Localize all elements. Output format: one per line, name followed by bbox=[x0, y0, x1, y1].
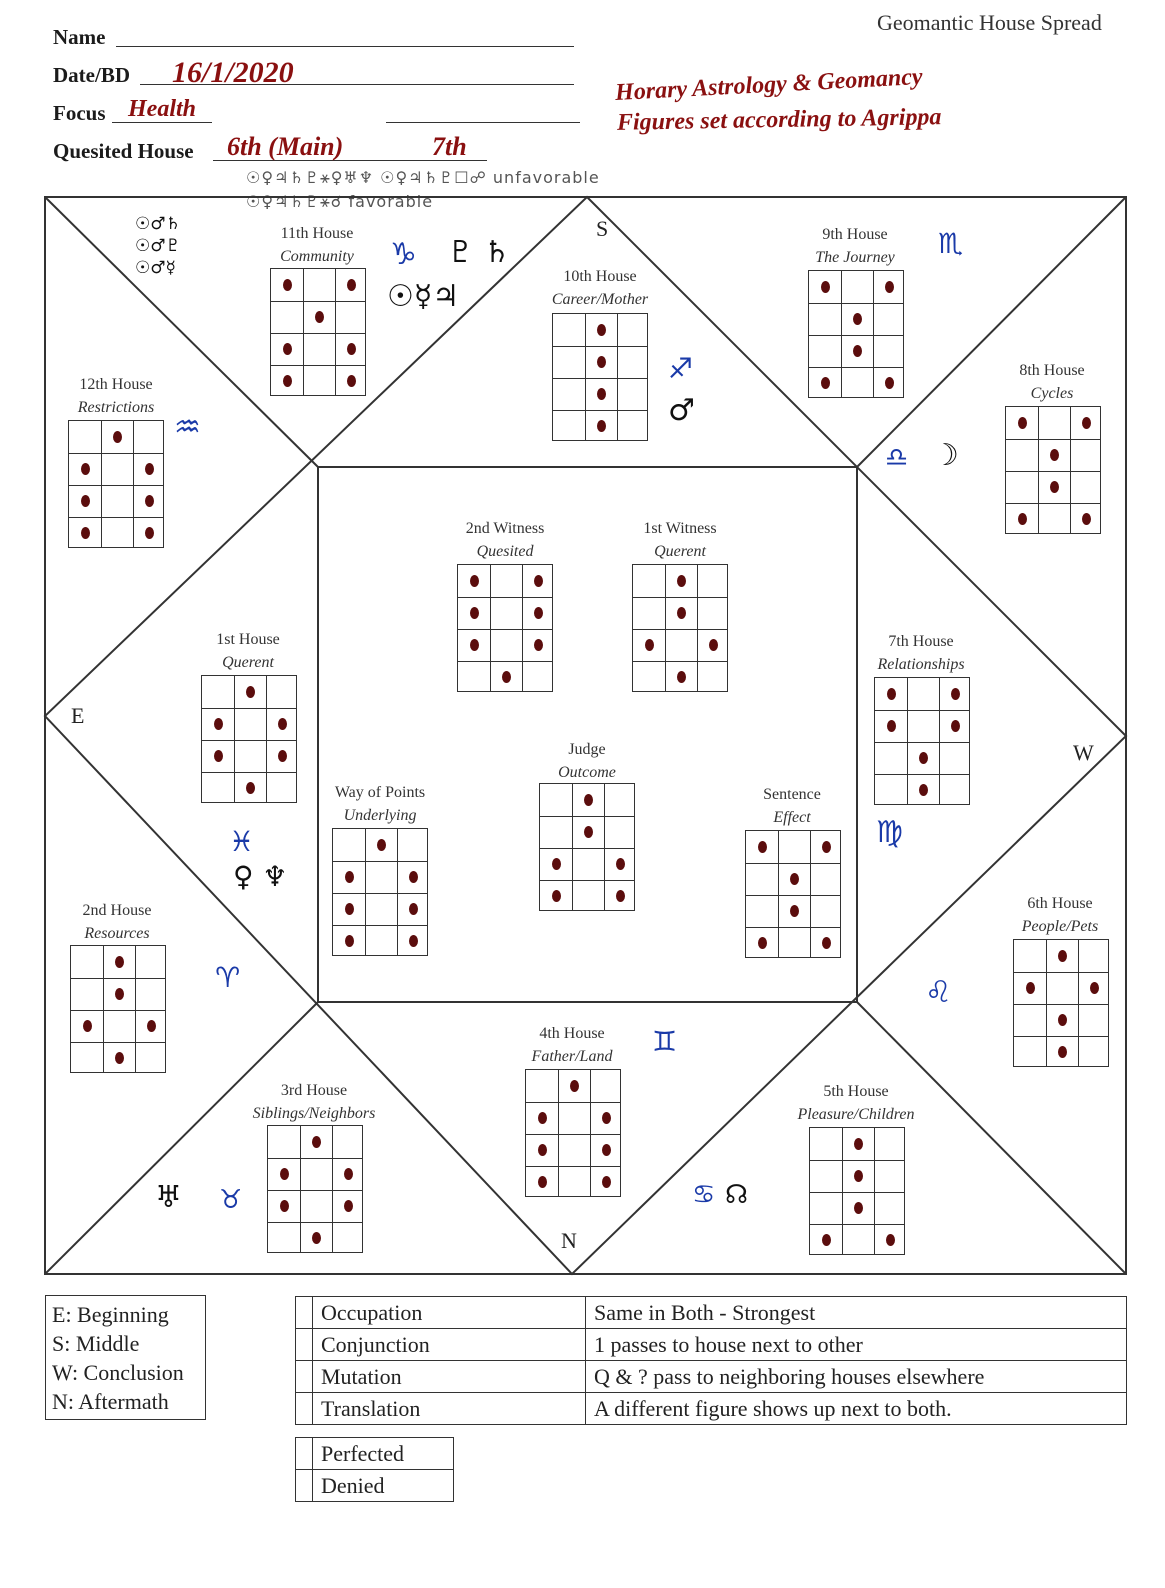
planet-uranus: ♅ bbox=[155, 1180, 182, 1215]
geomancy-point bbox=[854, 1202, 863, 1214]
geomancy-point bbox=[347, 279, 356, 291]
outcome-row bbox=[296, 1470, 454, 1502]
geomancy-point bbox=[81, 527, 90, 539]
geomancy-point bbox=[1018, 513, 1027, 525]
rule-name: Occupation bbox=[313, 1297, 586, 1329]
geomancy-point bbox=[377, 839, 386, 851]
house-10-subtitle: Career/Mother bbox=[551, 291, 649, 308]
geomancy-point bbox=[854, 1138, 863, 1150]
house-2-figure-grid bbox=[70, 945, 166, 1073]
sign-capricorn: ♑ bbox=[390, 237, 417, 272]
geomancy-point bbox=[315, 311, 324, 323]
house-11-figure-grid bbox=[270, 268, 366, 396]
outcome-denied: Denied bbox=[313, 1470, 454, 1502]
geomancy-point bbox=[81, 463, 90, 475]
geomancy-point bbox=[887, 720, 896, 732]
geomancy-point bbox=[597, 388, 606, 400]
geomancy-point bbox=[283, 279, 292, 291]
outcome-row bbox=[296, 1438, 454, 1470]
rule-checkbox[interactable] bbox=[296, 1361, 313, 1393]
rule-name: Mutation bbox=[313, 1361, 586, 1393]
geomancy-point bbox=[115, 1052, 124, 1064]
geomancy-point bbox=[709, 639, 718, 651]
geomancy-point bbox=[214, 718, 223, 730]
geomancy-point bbox=[758, 841, 767, 853]
planet-moon: ☽ bbox=[932, 438, 959, 473]
rule-row bbox=[296, 1329, 1127, 1361]
witness-2-figure-grid bbox=[457, 564, 553, 692]
geomancy-point bbox=[951, 688, 960, 700]
geomancy-point bbox=[534, 607, 543, 619]
house-10-name: 10th House bbox=[563, 268, 637, 285]
witness-1-figure-grid bbox=[632, 564, 728, 692]
house-9-title bbox=[765, 223, 945, 269]
geomancy-point bbox=[853, 313, 862, 325]
geomancy-point bbox=[584, 826, 593, 838]
geomancy-point bbox=[602, 1112, 611, 1124]
house-10-title bbox=[510, 265, 690, 311]
geomancy-point bbox=[1058, 1014, 1067, 1026]
judge-subtitle: Outcome bbox=[558, 764, 616, 781]
house-1-name: 1st House bbox=[216, 631, 280, 648]
house-12-figure-grid bbox=[68, 420, 164, 548]
geomancy-point bbox=[758, 937, 767, 949]
rule-description: Q & ? pass to neighboring houses elsewhere bbox=[586, 1361, 1127, 1393]
sign-aquarius: ♒ bbox=[174, 410, 201, 445]
geomancy-point bbox=[616, 890, 625, 902]
geomancy-point bbox=[584, 794, 593, 806]
geomancy-point bbox=[409, 903, 418, 915]
note-line-1: Horary Astrology & Geomancy bbox=[614, 63, 924, 107]
rule-row bbox=[296, 1297, 1127, 1329]
house-4-name: 4th House bbox=[539, 1025, 605, 1042]
witness-1-subtitle: Querent bbox=[654, 543, 706, 560]
geomancy-point bbox=[470, 639, 479, 651]
witness-1-title bbox=[590, 517, 770, 563]
geomancy-point bbox=[344, 1168, 353, 1180]
house-9-subtitle: The Journey bbox=[815, 249, 895, 266]
geomancy-point bbox=[312, 1136, 321, 1148]
house-7-title bbox=[831, 630, 1011, 676]
planet-node: ☊ bbox=[725, 1180, 749, 1210]
outcome-checkbox[interactable] bbox=[296, 1470, 313, 1502]
date-value: 16/1/2020 bbox=[172, 56, 294, 89]
geomancy-point bbox=[344, 1200, 353, 1212]
house-9-figure-grid bbox=[808, 270, 904, 398]
geomancy-point bbox=[278, 718, 287, 730]
geomancy-point bbox=[115, 988, 124, 1000]
witness-2-name: 2nd Witness bbox=[465, 520, 545, 537]
rule-description: Same in Both - Strongest bbox=[586, 1297, 1127, 1329]
house-5-title bbox=[766, 1080, 946, 1126]
geomancy-point bbox=[409, 935, 418, 947]
geomancy-point bbox=[347, 343, 356, 355]
house-11-subtitle: Community bbox=[280, 248, 354, 265]
house-8-subtitle: Cycles bbox=[1030, 385, 1074, 402]
quesited-house-label: Quesited House bbox=[53, 139, 194, 163]
geomancy-point bbox=[538, 1176, 547, 1188]
geomancy-point bbox=[502, 671, 511, 683]
sentence-figure-grid bbox=[745, 830, 841, 958]
geomancy-point bbox=[345, 871, 354, 883]
sign-aries: ♈ bbox=[215, 961, 241, 994]
house-11-name: 11th House bbox=[280, 225, 354, 242]
geomancy-point bbox=[214, 750, 223, 762]
geomancy-point bbox=[246, 782, 255, 794]
sign-sagittarius: ♐ bbox=[668, 352, 694, 385]
geomancy-point bbox=[280, 1200, 289, 1212]
legend-north: N: Aftermath bbox=[52, 1389, 169, 1414]
house-11-title bbox=[227, 222, 407, 268]
geomancy-point bbox=[1050, 481, 1059, 493]
direction-legend bbox=[45, 1295, 206, 1420]
geomancy-point bbox=[1082, 513, 1091, 525]
way-of-points-subtitle: Underlying bbox=[343, 807, 417, 824]
house-1-figure-grid bbox=[201, 675, 297, 803]
sign-libra: ♎ bbox=[885, 443, 909, 473]
geomancy-point bbox=[790, 873, 799, 885]
house-6-subtitle: People/Pets bbox=[1021, 918, 1099, 935]
house-5-figure-grid bbox=[809, 1127, 905, 1255]
spread-title: Geomantic House Spread bbox=[877, 10, 1102, 35]
geomancy-point bbox=[1090, 982, 1099, 994]
house-8-title bbox=[962, 359, 1142, 405]
outcome-checkbox[interactable] bbox=[296, 1438, 313, 1470]
direction-south: S bbox=[596, 216, 609, 241]
geomancy-point bbox=[246, 686, 255, 698]
date-label: Date/BD bbox=[53, 63, 130, 87]
geomancy-point bbox=[616, 858, 625, 870]
house-8-figure-grid bbox=[1005, 406, 1101, 534]
geomancy-point bbox=[886, 1234, 895, 1246]
quesited-value-2: 7th bbox=[432, 132, 467, 161]
geomancy-point bbox=[280, 1168, 289, 1180]
house-12-subtitle: Restrictions bbox=[77, 399, 155, 416]
direction-north: N bbox=[561, 1228, 577, 1253]
geomancy-point bbox=[147, 1020, 156, 1032]
sign-virgo: ♍ bbox=[876, 815, 903, 850]
geomancy-point bbox=[822, 841, 831, 853]
house-4-figure-grid bbox=[525, 1069, 621, 1197]
witness-2-subtitle: Quesited bbox=[476, 543, 534, 560]
rule-description: 1 passes to house next to other bbox=[586, 1329, 1127, 1361]
house-6-title bbox=[970, 892, 1150, 938]
geomancy-point bbox=[677, 671, 686, 683]
rule-row bbox=[296, 1393, 1127, 1425]
legend-west: W: Conclusion bbox=[52, 1360, 184, 1385]
geomancy-point bbox=[1026, 982, 1035, 994]
focus-label: Focus bbox=[53, 101, 106, 125]
geomancy-point bbox=[312, 1232, 321, 1244]
geomancy-point bbox=[83, 1020, 92, 1032]
geomancy-point bbox=[885, 281, 894, 293]
house-5-name: 5th House bbox=[823, 1083, 889, 1100]
aspect-sun-mars-mercury: ☉♂☿ bbox=[135, 258, 176, 278]
rule-name: Translation bbox=[313, 1393, 586, 1425]
judge-title bbox=[497, 738, 677, 784]
geomancy-point bbox=[1082, 417, 1091, 429]
house-10-figure-grid bbox=[552, 313, 648, 441]
house-3-name: 3rd House bbox=[280, 1082, 348, 1099]
house-6-figure-grid bbox=[1013, 939, 1109, 1067]
geomancy-point bbox=[951, 720, 960, 732]
sentence-name: Sentence bbox=[763, 786, 821, 803]
geomancy-point bbox=[821, 377, 830, 389]
house-2-title bbox=[27, 899, 207, 945]
geomancy-point bbox=[853, 345, 862, 357]
way-of-points-name: Way of Points bbox=[334, 784, 426, 801]
house-4-subtitle: Father/Land bbox=[531, 1048, 613, 1065]
geomancy-point bbox=[115, 956, 124, 968]
house-9-name: 9th House bbox=[822, 226, 888, 243]
geomancy-point bbox=[1050, 449, 1059, 461]
geomancy-point bbox=[597, 420, 606, 432]
geomancy-point bbox=[145, 463, 154, 475]
legend-south: S: Middle bbox=[52, 1331, 140, 1356]
house-2-subtitle: Resources bbox=[84, 925, 150, 942]
direction-west: W bbox=[1073, 740, 1094, 765]
favorable-note: ☉♀♃♄♇⚹☌ favorable bbox=[246, 192, 434, 211]
witness-1-name: 1st Witness bbox=[643, 520, 717, 537]
geomancy-point bbox=[145, 495, 154, 507]
sign-gemini: ♊ bbox=[652, 1025, 678, 1058]
geomancy-point bbox=[81, 495, 90, 507]
planets-house-11-top: ♇ ♄ bbox=[447, 235, 511, 270]
rule-checkbox[interactable] bbox=[296, 1297, 313, 1329]
sentence-title bbox=[702, 783, 882, 829]
house-1-subtitle: Querent bbox=[222, 654, 274, 671]
sign-taurus: ♉ bbox=[219, 1185, 243, 1215]
geomancy-point bbox=[534, 639, 543, 651]
direction-east: E bbox=[71, 703, 85, 728]
way-of-points-title bbox=[290, 781, 470, 827]
geomancy-point bbox=[919, 752, 928, 764]
geomancy-point bbox=[283, 343, 292, 355]
geomancy-point bbox=[345, 903, 354, 915]
geomancy-point bbox=[570, 1080, 579, 1092]
rule-description: A different figure shows up next to both. bbox=[586, 1393, 1127, 1425]
house-7-subtitle: Relationships bbox=[877, 656, 965, 673]
house-3-title bbox=[224, 1079, 404, 1125]
planets-venus-neptune: ♀ ♆ bbox=[233, 860, 288, 893]
geomancy-point bbox=[470, 575, 479, 587]
legend-east: E: Beginning bbox=[52, 1302, 169, 1327]
witness-2-title bbox=[415, 517, 595, 563]
rule-checkbox[interactable] bbox=[296, 1329, 313, 1361]
geomancy-point bbox=[145, 527, 154, 539]
outcome-table bbox=[295, 1437, 454, 1502]
geomancy-point bbox=[602, 1144, 611, 1156]
house-3-figure-grid bbox=[267, 1125, 363, 1253]
geomancy-point bbox=[677, 607, 686, 619]
planets-house-11-bottom: ☉☿♃ bbox=[387, 279, 460, 314]
rule-name: Conjunction bbox=[313, 1329, 586, 1361]
judge-name: Judge bbox=[568, 741, 606, 758]
geomancy-point bbox=[822, 937, 831, 949]
house-7-name: 7th House bbox=[888, 633, 954, 650]
geomancy-point bbox=[1058, 1046, 1067, 1058]
house-4-title bbox=[482, 1022, 662, 1068]
quesited-value-1: 6th (Main) bbox=[227, 132, 344, 161]
geomancy-point bbox=[854, 1170, 863, 1182]
sign-leo: ♌ bbox=[925, 975, 952, 1010]
geomancy-point bbox=[113, 431, 122, 443]
sentence-subtitle: Effect bbox=[773, 809, 811, 826]
geomancy-point bbox=[597, 324, 606, 336]
sign-pisces: ♓ bbox=[229, 825, 255, 858]
geomancy-point bbox=[602, 1176, 611, 1188]
rule-row bbox=[296, 1361, 1127, 1393]
geomancy-point bbox=[409, 871, 418, 883]
geomancy-point bbox=[538, 1144, 547, 1156]
geomancy-point bbox=[885, 377, 894, 389]
house-6-name: 6th House bbox=[1027, 895, 1093, 912]
perfection-rules-table bbox=[295, 1296, 1127, 1425]
geomancy-point bbox=[278, 750, 287, 762]
sign-scorpio: ♏ bbox=[938, 227, 964, 260]
geomancy-point bbox=[822, 1234, 831, 1246]
house-1-title bbox=[158, 628, 338, 674]
rule-checkbox[interactable] bbox=[296, 1393, 313, 1425]
geomancy-point bbox=[345, 935, 354, 947]
planets-corner-aspects bbox=[135, 213, 181, 279]
geomancy-point bbox=[1058, 950, 1067, 962]
house-5-subtitle: Pleasure/Children bbox=[797, 1106, 915, 1123]
house-7-figure-grid bbox=[874, 677, 970, 805]
house-3-subtitle: Siblings/Neighbors bbox=[252, 1105, 376, 1122]
planet-mars: ♂ bbox=[668, 393, 695, 428]
sign-cancer: ♋ bbox=[692, 1180, 716, 1210]
geomancy-point bbox=[552, 858, 561, 870]
aspect-sun-mars-saturn: ☉♂♄ bbox=[135, 214, 181, 234]
geomancy-point bbox=[821, 281, 830, 293]
house-12-name: 12th House bbox=[79, 376, 153, 393]
geomancy-point bbox=[538, 1112, 547, 1124]
house-8-name: 8th House bbox=[1019, 362, 1085, 379]
geomancy-point bbox=[887, 688, 896, 700]
outcome-perfected: Perfected bbox=[313, 1438, 454, 1470]
note-line-2: Figures set according to Agrippa bbox=[616, 104, 942, 136]
geomancy-point bbox=[677, 575, 686, 587]
house-2-name: 2nd House bbox=[82, 902, 152, 919]
geomancy-point bbox=[645, 639, 654, 651]
geomancy-point bbox=[470, 607, 479, 619]
geomancy-point bbox=[552, 890, 561, 902]
geomancy-point bbox=[534, 575, 543, 587]
focus-value: Health bbox=[128, 96, 197, 122]
judge-figure-grid bbox=[539, 783, 635, 911]
unfavorable-note: ☉♀♃♄♇⚹♀♅♆ ☉♀♃♄♇☐☍ unfavorable bbox=[246, 168, 600, 187]
geomancy-point bbox=[347, 375, 356, 387]
name-label: Name bbox=[53, 25, 106, 49]
geomancy-point bbox=[1018, 417, 1027, 429]
aspect-sun-mars-pluto: ☉♂♇ bbox=[135, 236, 181, 256]
geomancy-point bbox=[790, 905, 799, 917]
way-of-points-figure-grid bbox=[332, 828, 428, 956]
geomancy-point bbox=[283, 375, 292, 387]
geomancy-point bbox=[919, 784, 928, 796]
geomancy-point bbox=[597, 356, 606, 368]
